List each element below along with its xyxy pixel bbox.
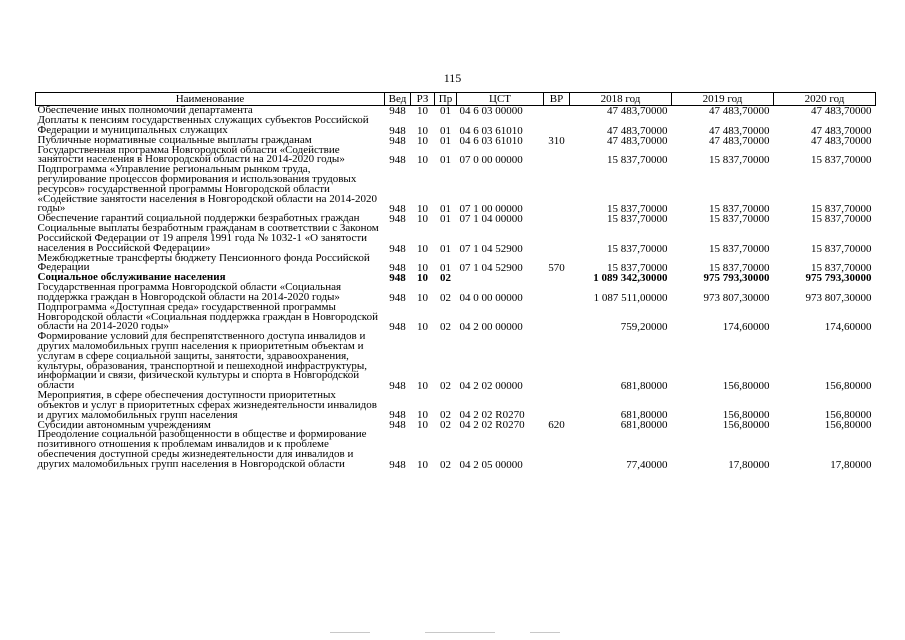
row-2020: 15 837,70000 <box>811 262 872 275</box>
row-2019: 174,60000 <box>722 321 770 334</box>
row-2018: 681,80000 <box>620 419 668 432</box>
row-2019: 156,80000 <box>722 419 770 432</box>
row-name: Социальное обслуживание населения <box>37 271 226 284</box>
row-rz: 10 <box>417 134 428 147</box>
row-ved: 948 <box>389 409 406 422</box>
row-cst: 04 2 02 R0270 <box>459 419 525 432</box>
row-ved: 948 <box>389 272 406 285</box>
row-cst: 07 1 04 52900 <box>459 242 523 255</box>
row-ved: 948 <box>389 242 406 255</box>
row-2019: 975 793,30000 <box>703 272 770 285</box>
row-cst: 04 6 03 61010 <box>459 124 523 137</box>
row-2018: 47 483,70000 <box>607 124 668 137</box>
row-2020: 15 837,70000 <box>811 154 872 167</box>
row-vr: 310 <box>548 134 565 147</box>
row-rz: 10 <box>417 419 428 432</box>
row-vr <box>544 214 570 224</box>
header-pr: Пр <box>435 93 457 106</box>
row-cst: 04 6 03 00000 <box>459 105 523 117</box>
row-2020: 975 793,30000 <box>805 272 872 285</box>
row-ved: 948 <box>389 419 406 432</box>
row-rz: 10 <box>417 272 428 285</box>
row-2018: 15 837,70000 <box>607 203 668 216</box>
row-name: Доплаты к пенсиям государственных служащих субъектов Российской Федерации и муниципальных служащих <box>37 114 369 136</box>
table-row <box>36 165 876 214</box>
row-2018: 15 837,70000 <box>607 262 668 275</box>
row-cst: 07 0 00 00000 <box>459 154 523 167</box>
row-vr <box>544 332 570 391</box>
row-ved: 948 <box>389 154 406 167</box>
header-2018: 2018 год <box>570 93 672 106</box>
row-2019: 15 837,70000 <box>709 262 770 275</box>
row-2020: 47 483,70000 <box>811 105 872 117</box>
row-ved: 948 <box>389 458 406 471</box>
row-ved: 948 <box>389 203 406 216</box>
row-2018: 1 087 511,00000 <box>593 291 668 304</box>
row-vr <box>544 283 570 303</box>
row-2019: 47 483,70000 <box>709 105 770 117</box>
row-ved: 948 <box>389 262 406 275</box>
row-pr: 01 <box>440 134 451 147</box>
row-2020: 47 483,70000 <box>811 124 872 137</box>
row-rz: 10 <box>417 291 428 304</box>
row-rz: 10 <box>417 262 428 275</box>
budget-table <box>35 92 876 470</box>
table-row <box>36 254 876 274</box>
header-cst: ЦСТ <box>457 93 544 106</box>
row-name: Мероприятия, в сфере обеспечения доступности приоритетных объектов и услуг в приоритетных сферах жизнедеятельности инвалидов и других маломобильных групп населения <box>37 388 377 421</box>
row-2019: 15 837,70000 <box>709 154 770 167</box>
row-cst: 04 2 05 00000 <box>459 458 523 471</box>
row-vr <box>544 303 570 332</box>
row-2020: 15 837,70000 <box>811 203 872 216</box>
row-vr: 570 <box>548 262 565 275</box>
row-cst: 04 6 03 61010 <box>459 134 523 147</box>
row-rz: 10 <box>417 124 428 137</box>
header-name: Наименование <box>36 93 385 106</box>
row-2019: 47 483,70000 <box>709 134 770 147</box>
row-cst <box>457 273 544 283</box>
row-ved: 948 <box>389 213 406 226</box>
row-vr <box>544 224 570 253</box>
row-ved: 948 <box>389 105 406 117</box>
row-2018: 77,40000 <box>626 458 668 471</box>
row-cst: 07 1 04 00000 <box>459 213 523 226</box>
row-pr: 02 <box>440 419 451 432</box>
table-body <box>36 106 876 470</box>
row-vr <box>544 146 570 166</box>
row-rz: 10 <box>417 458 428 471</box>
row-name: Обеспечение гарантий социальной поддержки безработных граждан <box>37 212 360 225</box>
row-name: Государственная программа Новгородской области «Социальная поддержка граждан в Новгородской области на 2014-2020 годы» <box>37 281 342 303</box>
row-2018: 15 837,70000 <box>607 154 668 167</box>
row-2018: 681,80000 <box>620 379 668 392</box>
row-pr: 02 <box>440 409 451 422</box>
row-2019: 973 807,30000 <box>703 291 770 304</box>
row-2018: 47 483,70000 <box>607 134 668 147</box>
row-pr: 01 <box>440 124 451 137</box>
row-vr <box>544 116 570 136</box>
row-2018: 15 837,70000 <box>607 213 668 226</box>
row-rz: 10 <box>417 379 428 392</box>
row-pr: 02 <box>440 379 451 392</box>
row-rz: 10 <box>417 203 428 216</box>
row-2019: 47 483,70000 <box>709 124 770 137</box>
row-cst: 04 2 02 R0270 <box>459 409 525 422</box>
header-2020: 2020 год <box>774 93 876 106</box>
row-2020: 156,80000 <box>824 409 872 422</box>
row-pr: 01 <box>440 262 451 275</box>
row-vr <box>544 165 570 214</box>
row-pr: 02 <box>440 272 451 285</box>
row-rz: 10 <box>417 409 428 422</box>
row-name: Социальные выплаты безработным гражданам в соответствии с Законом Российской Федерации от 19 апреля 1991 года № 1032-1 «О занятости населения в Российской Федерации» <box>37 222 379 254</box>
row-name: Преодоление социальной разобщенности в обществе и формирование позитивного отношения к проблемам инвалидов и к проблеме обеспечения доступной среды жизнедеятельности для инвалидов и других маломобильных групп населения в Новгородской области <box>37 428 367 470</box>
row-2020: 17,80000 <box>830 458 872 471</box>
row-name: Обеспечение иных полномочий департамента <box>37 104 253 117</box>
row-2019: 15 837,70000 <box>709 203 770 216</box>
row-2020: 174,60000 <box>824 321 872 334</box>
row-name: Государственная программа Новгородской области «Содействие занятости населения в Новгородской области на 2014-2020 годы» <box>37 143 345 166</box>
row-name: Межбюджетные трансферты бюджету Пенсионного фонда Российской Федерации <box>37 251 370 274</box>
row-2018: 759,20000 <box>620 321 668 334</box>
row-vr <box>544 273 570 283</box>
row-pr: 01 <box>440 242 451 255</box>
table-row <box>36 430 876 469</box>
row-2019: 15 837,70000 <box>709 242 770 255</box>
row-name: Подпрограмма «Управление региональным рынком труда, регулирование процессов формирования и использования трудовых ресурсов» государственной программы Новгородской области «Содействие занятости населения в Новгородской области на 2014-2020 годы» <box>37 163 377 215</box>
row-pr: 01 <box>440 105 451 117</box>
row-cst: 04 2 00 00000 <box>459 321 523 334</box>
row-2020: 156,80000 <box>824 419 872 432</box>
row-cst: 07 1 00 00000 <box>459 203 523 216</box>
row-2019: 156,80000 <box>722 409 770 422</box>
header-ved: Вед <box>385 93 411 106</box>
row-vr <box>544 430 570 469</box>
row-pr: 02 <box>440 291 451 304</box>
row-2019: 17,80000 <box>728 458 770 471</box>
page-number: 115 <box>443 71 462 85</box>
footer-scan-marks <box>330 632 590 636</box>
row-2020: 15 837,70000 <box>811 213 872 226</box>
table-row <box>36 303 876 332</box>
row-2020: 156,80000 <box>824 379 872 392</box>
table-row <box>36 283 876 303</box>
row-ved: 948 <box>389 124 406 137</box>
row-ved: 948 <box>389 134 406 147</box>
row-pr: 02 <box>440 321 451 334</box>
table-row <box>36 332 876 391</box>
row-vr: 620 <box>548 419 565 432</box>
row-2018: 1 089 342,30000 <box>593 272 668 285</box>
row-rz: 10 <box>417 242 428 255</box>
row-rz: 10 <box>417 105 428 117</box>
row-pr: 01 <box>440 154 451 167</box>
row-pr: 02 <box>440 458 451 471</box>
row-2019: 15 837,70000 <box>709 213 770 226</box>
row-cst: 04 0 00 00000 <box>459 291 523 304</box>
row-ved: 948 <box>389 321 406 334</box>
row-pr: 01 <box>440 213 451 226</box>
row-2020: 15 837,70000 <box>811 242 872 255</box>
row-name: Подпрограмма «Доступная среда» государственной программы Новгородской области «Социальная поддержка граждан в Новгородской области на 2014-2020 годы» <box>37 300 378 333</box>
table-row <box>36 391 876 420</box>
row-pr: 01 <box>440 203 451 216</box>
table-row <box>36 116 876 136</box>
row-2019: 156,80000 <box>722 379 770 392</box>
table-row <box>36 224 876 253</box>
row-vr <box>544 106 570 117</box>
row-2018: 681,80000 <box>620 409 668 422</box>
row-vr <box>544 391 570 420</box>
row-rz: 10 <box>417 213 428 226</box>
header-rz: РЗ <box>411 93 435 106</box>
row-2018: 47 483,70000 <box>607 105 668 117</box>
row-name: Субсидии автономным учреждениям <box>37 418 211 431</box>
row-2020: 973 807,30000 <box>805 291 872 304</box>
row-name: Формирование условий для беспрепятственного доступа инвалидов и других маломобильных групп населения к приоритетным объектам и услугам в сфере социальной защиты, занятости, здравоохранения, культуры, образования, транспортной и пешеходной инфраструктуры, информации и связи, физической культуры и спорта в Новгородской области <box>37 330 367 392</box>
row-name: Публичные нормативные социальные выплаты гражданам <box>37 133 312 146</box>
row-2018: 15 837,70000 <box>607 242 668 255</box>
row-cst: 04 2 02 00000 <box>459 379 523 392</box>
row-rz: 10 <box>417 321 428 334</box>
row-cst: 07 1 04 52900 <box>459 262 523 275</box>
row-rz: 10 <box>417 154 428 167</box>
row-2020: 47 483,70000 <box>811 134 872 147</box>
row-ved: 948 <box>389 379 406 392</box>
header-2019: 2019 год <box>672 93 774 106</box>
row-ved: 948 <box>389 291 406 304</box>
header-vr: ВР <box>544 93 570 106</box>
